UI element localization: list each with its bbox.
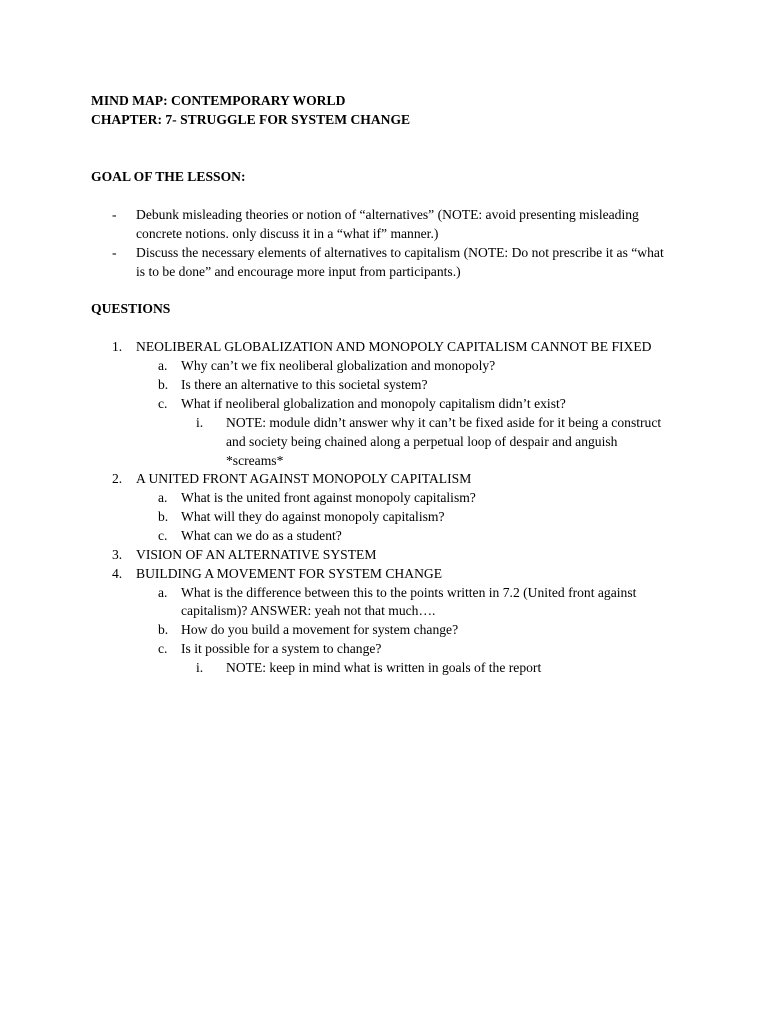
sub-question-text: Why can’t we fix neoliberal globalization and monopoly? xyxy=(181,358,496,373)
question-title: BUILDING A MOVEMENT FOR SYSTEM CHANGE xyxy=(136,566,443,581)
bullet-dash: - xyxy=(112,245,117,260)
note-text-continued: *screams* xyxy=(226,453,284,468)
question-title: A UNITED FRONT AGAINST MONOPOLY CAPITALISM xyxy=(136,471,472,486)
question-title: NEOLIBERAL GLOBALIZATION AND MONOPOLY CAPITALISM CANNOT BE FIXED xyxy=(136,339,652,354)
sub-question-text: What if neoliberal globalization and monopoly capitalism didn’t exist? xyxy=(181,396,566,411)
question-number: 4. xyxy=(112,566,123,581)
note-text-continued: and society being chained along a perpetual loop of despair and anguish xyxy=(226,434,618,449)
note-marker: i. xyxy=(196,415,204,430)
goal-item-text-continued: is to be done” and encourage more input from participants.) xyxy=(136,264,461,279)
note-text: NOTE: module didn’t answer why it can’t be fixed aside for it being a construct xyxy=(226,415,662,430)
sub-marker: c. xyxy=(158,641,168,656)
question-number: 2. xyxy=(112,471,123,486)
sub-marker: a. xyxy=(158,490,168,505)
sub-marker: b. xyxy=(158,622,169,637)
sub-question-text: Is it possible for a system to change? xyxy=(181,641,382,656)
chapter-title: CHAPTER: 7- STRUGGLE FOR SYSTEM CHANGE xyxy=(91,112,411,127)
sub-question-text: How do you build a movement for system change? xyxy=(181,622,459,637)
sub-question-text: What is the united front against monopoly capitalism? xyxy=(181,490,476,505)
sub-marker: a. xyxy=(158,358,168,373)
bullet-dash: - xyxy=(112,207,117,222)
sub-marker: b. xyxy=(158,377,169,392)
sub-question-text: What is the difference between this to the points written in 7.2 (United front against xyxy=(181,585,637,600)
sub-marker: c. xyxy=(158,528,168,543)
goal-item-text-continued: concrete notions. only discuss it in a “what if” manner.) xyxy=(136,226,439,241)
document-title: MIND MAP: CONTEMPORARY WORLD xyxy=(91,93,346,108)
question-number: 3. xyxy=(112,547,123,562)
sub-question-text: What will they do against monopoly capitalism? xyxy=(181,509,445,524)
sub-question-text: Is there an alternative to this societal system? xyxy=(181,377,428,392)
question-title: VISION OF AN ALTERNATIVE SYSTEM xyxy=(136,547,377,562)
question-number: 1. xyxy=(112,339,123,354)
questions-heading: QUESTIONS xyxy=(91,301,171,316)
goal-item-text: Discuss the necessary elements of alternatives to capitalism (NOTE: Do not prescribe it as “what xyxy=(136,245,664,260)
sub-marker: b. xyxy=(158,509,169,524)
goal-heading: GOAL OF THE LESSON: xyxy=(91,169,246,184)
sub-marker: c. xyxy=(158,396,168,411)
note-marker: i. xyxy=(196,660,204,675)
goal-item-text: Debunk misleading theories or notion of “alternatives” (NOTE: avoid presenting misleading xyxy=(136,207,639,222)
note-text: NOTE: keep in mind what is written in goals of the report xyxy=(226,660,542,675)
sub-question-text: What can we do as a student? xyxy=(181,528,342,543)
sub-question-text-continued: capitalism)? ANSWER: yeah not that much…. xyxy=(181,603,436,618)
sub-marker: a. xyxy=(158,585,168,600)
